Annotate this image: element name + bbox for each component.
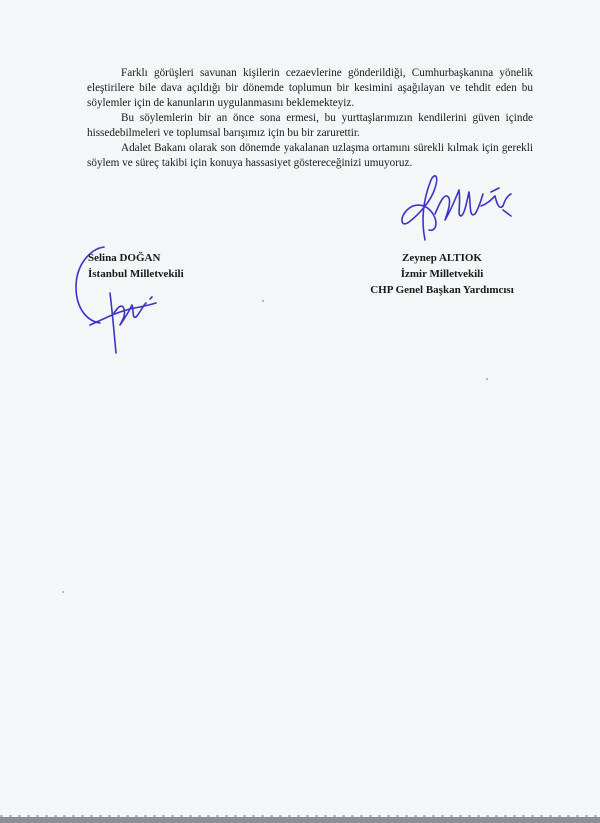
paragraph-2: Bu söylemlerin bir an önce sona ermesi, bu yurttaşlarımızın kendilerini güven içinde hissedebilmeleri ve toplumsal barışımız için bu bir zarurettir. xyxy=(87,112,533,139)
handwritten-signature-right xyxy=(395,170,520,245)
signatory-right xyxy=(352,250,532,298)
scan-edge xyxy=(0,817,600,823)
signatory-right-title: İzmir Milletvekili xyxy=(400,268,484,280)
signatory-left xyxy=(84,250,196,282)
paragraph-1: Farklı görüşleri savunan kişilerin cezaevlerine gönderildiği, Cumhurbaşkanına yönelik eleştirilere bile dava açıldığı bir dönemde toplumun bir kesimini aşağılayan ve tehdit eden bu söylemler için de kanunların uygulanmasını beklemekteyiz. xyxy=(87,67,533,109)
signatory-left-title: İstanbul Milletvekili xyxy=(88,268,184,280)
signatory-left-name: Selina DOĞAN xyxy=(88,252,161,264)
signatory-right-role: CHP Genel Başkan Yardımcısı xyxy=(370,284,514,296)
scan-speck xyxy=(62,591,64,593)
letter-body xyxy=(87,66,533,171)
paragraph-3: Adalet Bakanı olarak son dönemde yakalanan uzlaşma ortamını sürekli kılmak için gerekli söylem ve süreç takibi için konuya hassasiyet göstereceğinizi umuyoruz. xyxy=(87,142,533,169)
scan-speck xyxy=(262,300,264,302)
scan-speck xyxy=(486,378,488,380)
signatory-right-name: Zeynep ALTIOK xyxy=(402,252,482,264)
